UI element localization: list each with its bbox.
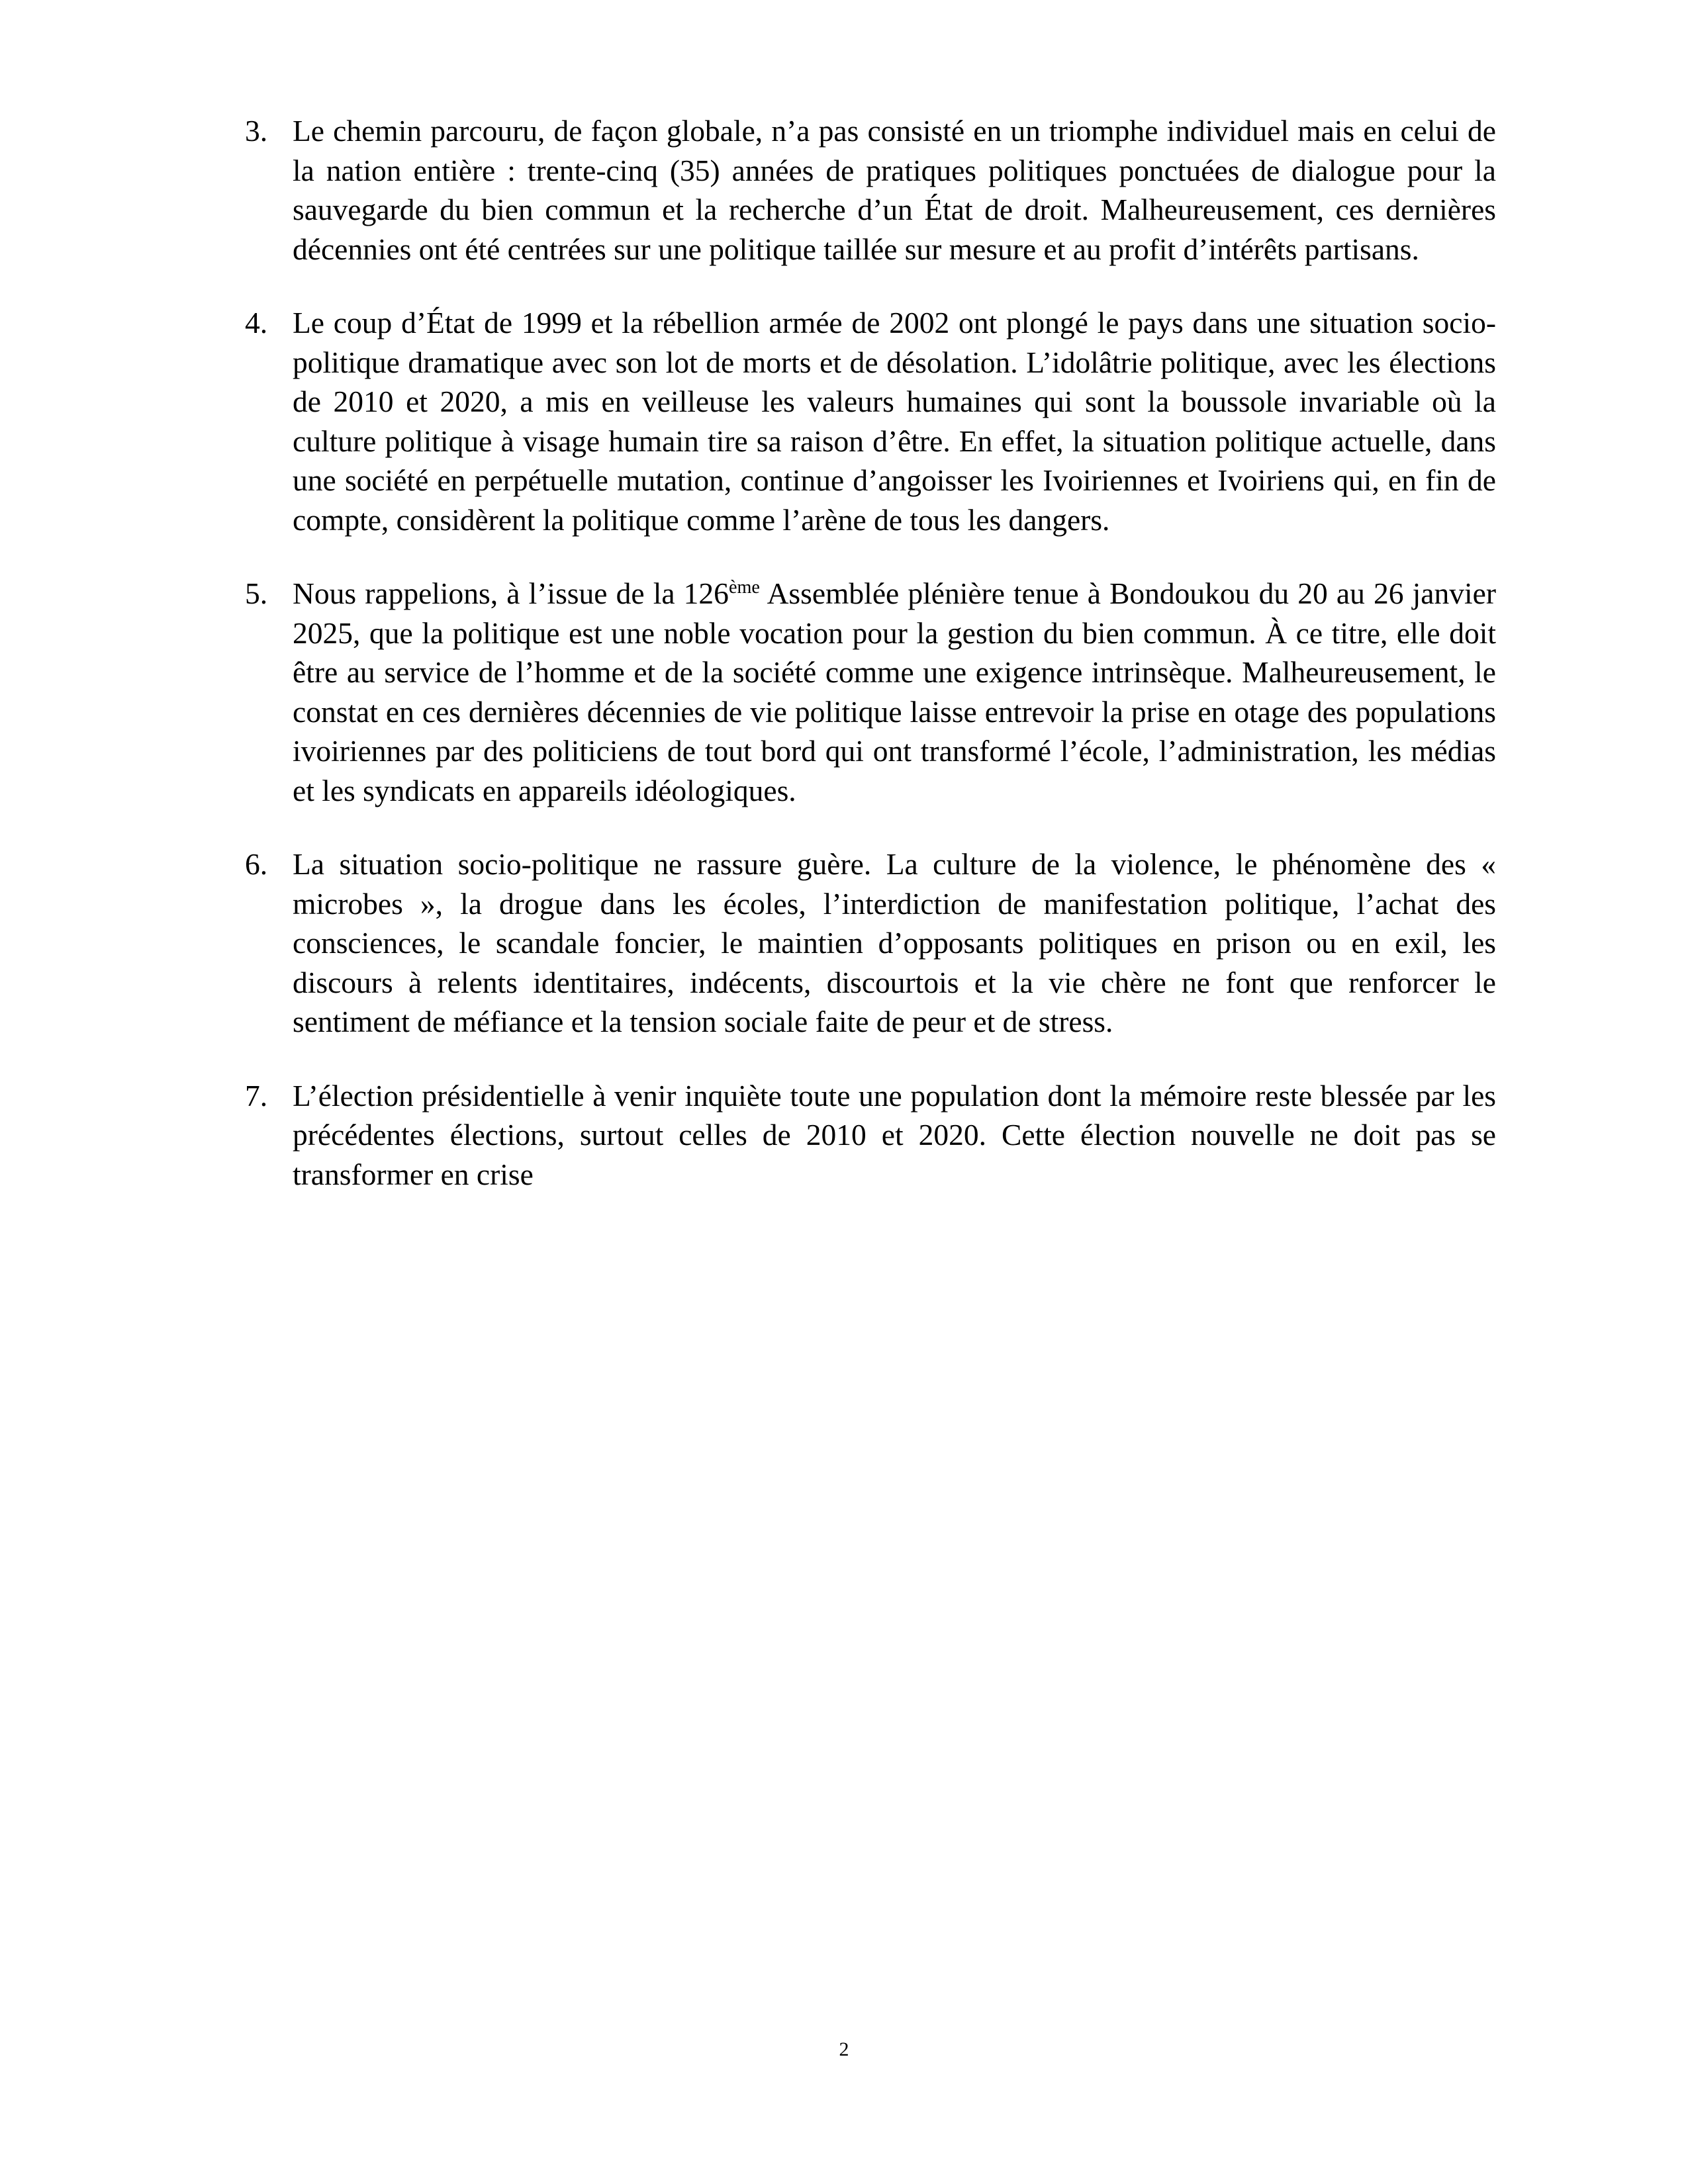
list-item	[245, 844, 1496, 1042]
ordinal-superscript: ème	[728, 576, 760, 598]
list-item-text	[293, 574, 1496, 810]
list-item-text: Le chemin parcouru, de façon globale, n’a pas consisté en un triomphe individuel mais en celui de la nation entière : trente-cinq (35) années de pratiques politiques ponctuées de dialogue pour la sauvegarde du bien commun et la recherche d’un État de droit. Malheureusement, ces dernières décennies ont été centrées sur une politique taillée sur mesure et au profit d’intérêts partisans.	[293, 114, 1496, 266]
list-item	[245, 303, 1496, 539]
numbered-list	[245, 111, 1496, 1194]
text-before-superscript: Nous rappelions, à l’issue de la 126	[293, 576, 729, 610]
page-number: 2	[839, 2038, 849, 2060]
list-item-marker: 6.	[245, 847, 268, 881]
list-item-marker: 3.	[245, 114, 268, 148]
list-item	[245, 1076, 1496, 1195]
list-item-marker: 5.	[245, 576, 268, 610]
text-after-superscript: Assemblée plénière tenue à Bondoukou du 20 au 26 janvier 2025, que la politique est une noble vocation pour la gestion du bien commun. À ce titre, elle doit être au service de l’homme et de la société comme une exigence intrinsèque. Malheureusement, le constat en ces dernières décennies de vie politique laisse entrevoir la prise en otage des populations ivoiriennes par des politiciens de tout bord qui ont transformé l’école, l’administration, les médias et les syndicats en appareils idéologiques.	[293, 576, 1496, 807]
list-item-text: L’élection présidentielle à venir inquiète toute une population dont la mémoire reste blessée par les précédentes élections, surtout celles de 2010 et 2020. Cette élection nouvelle ne doit pas se transformer en crise	[293, 1078, 1496, 1191]
list-item	[245, 111, 1496, 269]
list-item-text: Le coup d’État de 1999 et la rébellion armée de 2002 ont plongé le pays dans une situation socio-politique dramatique avec son lot de morts et de désolation. L’idolâtrie politique, avec les élections de 2010 et 2020, a mis en veilleuse les valeurs humaines qui sont la boussole invariable où la culture politique à visage humain tire sa raison d’être. En effet, la situation politique actuelle, dans une société en perpétuelle mutation, continue d’angoisser les Ivoiriennes et Ivoiriens qui, en fin de compte, considèrent la politique comme l’arène de tous les dangers.	[293, 306, 1496, 537]
list-item	[245, 574, 1496, 810]
page-content	[245, 111, 1496, 1194]
list-item-text: La situation socio-politique ne rassure guère. La culture de la violence, le phénomène des « microbes », la drogue dans les écoles, l’interdiction de manifestation politique, l’achat des consciences, le scandale foncier, le maintien d’opposants politiques en prison ou en exil, les discours à relents identitaires, indécents, discourtois et la vie chère ne font que renforcer le sentiment de méfiance et la tension sociale faite de peur et de stress.	[293, 847, 1496, 1038]
list-item-marker: 4.	[245, 306, 268, 340]
list-item-marker: 7.	[245, 1078, 268, 1113]
